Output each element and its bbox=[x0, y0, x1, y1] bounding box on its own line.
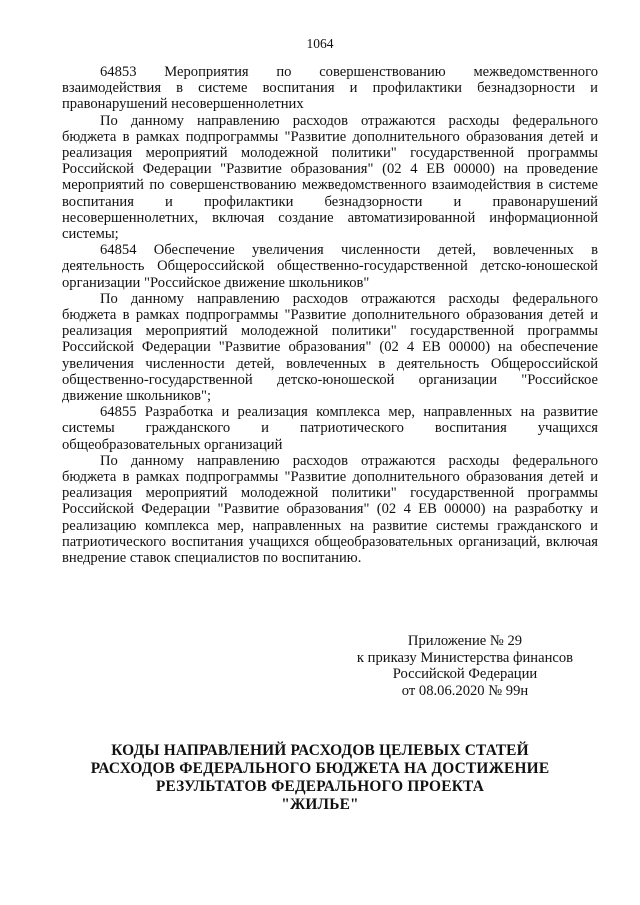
heading-line-4: "ЖИЛЬЕ" bbox=[281, 796, 359, 813]
appendix-country: Российской Федерации bbox=[392, 666, 538, 683]
body-text bbox=[62, 64, 598, 566]
appendix-block bbox=[335, 633, 595, 699]
paragraph-64855-title: 64855 Разработка и реализация комплекса мер, направленных на развитие системы гражданского и патриотического воспитания учащихся общеобразовательных организаций bbox=[62, 404, 598, 453]
section-heading bbox=[40, 742, 600, 814]
appendix-order: к приказу Министерства финансов bbox=[356, 649, 574, 666]
heading-line-3: РЕЗУЛЬТАТОВ ФЕДЕРАЛЬНОГО ПРОЕКТА bbox=[155, 778, 485, 795]
paragraph-64853-description: По данному направлению расходов отражаются расходы федерального бюджета в рамках подпрограммы "Развитие дополнительного образования детей и реализация мероприятий молодежной политики" государственной программы Российской Федерации "Развитие образования" (02 4 ЕВ 00000) на проведение мероприятий по совершенствованию межведомственного взаимодействия в системе воспитания и профилактики безнадзорности и правонарушений несовершеннолетних, включая создание автоматизированной информационной системы; bbox=[62, 112, 598, 243]
heading-line-2: РАСХОДОВ ФЕДЕРАЛЬНОГО БЮДЖЕТА НА ДОСТИЖЕНИЕ bbox=[90, 760, 550, 777]
paragraph-64854-description: По данному направлению расходов отражаются расходы федерального бюджета в рамках подпрограммы "Развитие дополнительного образования детей и реализация мероприятий молодежной политики" государственной программы Российской Федерации "Развитие образования" (02 4 ЕВ 00000) на обеспечение увеличения численности детей, вовлеченных в деятельность Общероссийской общественно-государственной детско-юношеской организации "Российское движение школьников"; bbox=[62, 290, 598, 405]
appendix-number: Приложение № 29 bbox=[407, 633, 523, 649]
paragraph-64855-description: По данному направлению расходов отражаются расходы федерального бюджета в рамках подпрограммы "Развитие дополнительного образования детей и реализация мероприятий молодежной политики" государственной программы Российской Федерации "Развитие образования" (02 4 ЕВ 00000) на разработку и реализацию комплекса мер, направленных на развитие системы гражданского и патриотического воспитания учащихся общеобразовательных организаций, включая внедрение ставок специалистов по воспитанию. bbox=[62, 452, 598, 567]
paragraph-64853-title: 64853 Мероприятия по совершенствованию межведомственного взаимодействия в системе воспитания и профилактики безнадзорности и правонарушений несовершеннолетних bbox=[62, 64, 598, 113]
appendix-date: от 08.06.2020 № 99н bbox=[401, 682, 529, 699]
paragraph-64854-title: 64854 Обеспечение увеличения численности детей, вовлеченных в деятельность Общероссийской общественно-государственной детско-юношеской организации "Российское движение школьников" bbox=[62, 242, 598, 291]
heading-line-1: КОДЫ НАПРАВЛЕНИЙ РАСХОДОВ ЦЕЛЕВЫХ СТАТЕЙ bbox=[111, 742, 529, 759]
page-number: 1064 bbox=[306, 36, 334, 51]
